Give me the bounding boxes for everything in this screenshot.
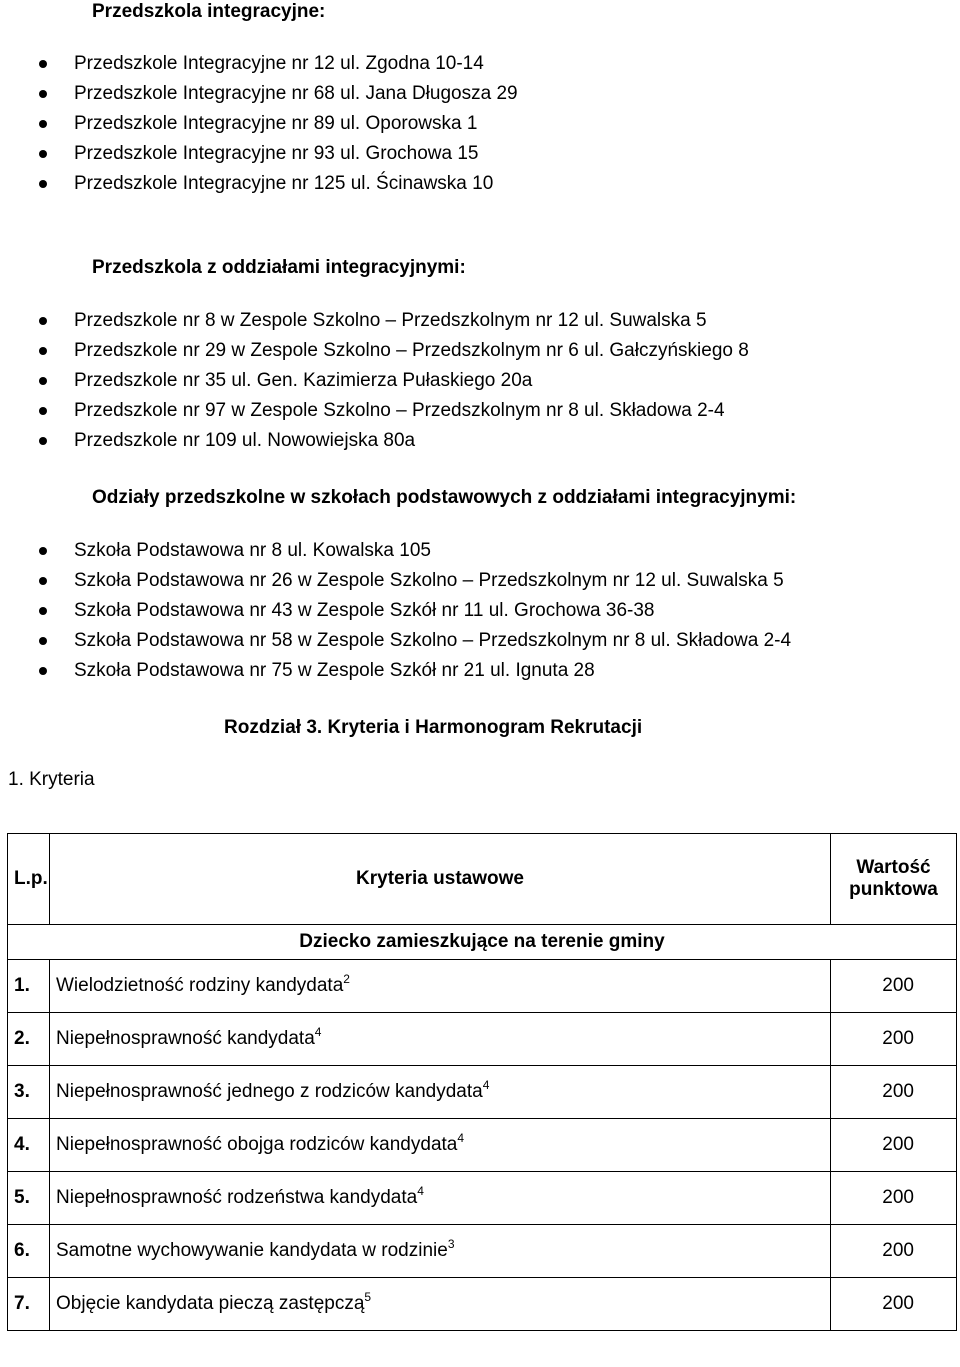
with-units-list bbox=[0, 306, 749, 456]
list-item-text: Przedszkole nr 35 ul. Gen. Kazimierza Pułaskiego 20a bbox=[74, 370, 533, 391]
list-item bbox=[0, 49, 518, 79]
bullet-icon bbox=[39, 577, 47, 585]
list-item-text: Szkoła Podstawowa nr 26 w Zespole Szkolno – Przedszkolnym nr 12 ul. Suwalska 5 bbox=[74, 570, 784, 591]
table-row bbox=[8, 1278, 957, 1331]
footnote-ref: 4 bbox=[457, 1131, 465, 1145]
row-lp: 4. bbox=[8, 1119, 50, 1172]
bullet-icon bbox=[39, 347, 47, 355]
row-criterion bbox=[50, 1172, 831, 1225]
criterion-text: Samotne wychowywanie kandydata w rodzinie bbox=[56, 1240, 448, 1261]
footnote-ref: 4 bbox=[314, 1025, 322, 1039]
list-item bbox=[0, 566, 791, 596]
list-item-text: Szkoła Podstawowa nr 8 ul. Kowalska 105 bbox=[74, 540, 431, 561]
row-criterion bbox=[50, 1066, 831, 1119]
list-item-text: Przedszkole Integracyjne nr 12 ul. Zgodna 10-14 bbox=[74, 53, 484, 74]
table-header-row bbox=[8, 834, 957, 925]
bullet-icon bbox=[39, 60, 47, 68]
row-criterion bbox=[50, 1278, 831, 1331]
row-value: 200 bbox=[831, 1119, 957, 1172]
list-item bbox=[0, 426, 749, 456]
chapter-heading: Rozdział 3. Kryteria i Harmonogram Rekrutacji bbox=[224, 717, 643, 738]
row-value: 200 bbox=[831, 960, 957, 1013]
footnote-ref: 4 bbox=[482, 1078, 490, 1092]
row-value: 200 bbox=[831, 1172, 957, 1225]
col-value-header: Wartość punktowa bbox=[831, 834, 957, 925]
bullet-icon bbox=[39, 120, 47, 128]
criteria-table bbox=[7, 833, 957, 1331]
row-value: 200 bbox=[831, 1225, 957, 1278]
row-value: 200 bbox=[831, 1013, 957, 1066]
row-lp: 6. bbox=[8, 1225, 50, 1278]
table-row bbox=[8, 960, 957, 1013]
bullet-icon bbox=[39, 180, 47, 188]
bullet-icon bbox=[39, 150, 47, 158]
list-item bbox=[0, 109, 518, 139]
table-section-row bbox=[8, 925, 957, 960]
list-item-text: Szkoła Podstawowa nr 43 w Zespole Szkół nr 11 ul. Grochowa 36-38 bbox=[74, 600, 655, 621]
row-criterion bbox=[50, 1119, 831, 1172]
list-item-text: Przedszkole nr 8 w Zespole Szkolno – Przedszkolnym nr 12 ul. Suwalska 5 bbox=[74, 310, 707, 331]
bullet-icon bbox=[39, 377, 47, 385]
list-item-text: Szkoła Podstawowa nr 58 w Zespole Szkolno – Przedszkolnym nr 8 ul. Składowa 2-4 bbox=[74, 630, 792, 651]
list-item bbox=[0, 306, 749, 336]
criteria-heading: 1. Kryteria bbox=[8, 769, 95, 790]
footnote-ref: 2 bbox=[343, 972, 350, 986]
table-row bbox=[8, 1013, 957, 1066]
row-criterion bbox=[50, 960, 831, 1013]
list-item bbox=[0, 626, 791, 656]
bullet-icon bbox=[39, 317, 47, 325]
row-criterion bbox=[50, 1013, 831, 1066]
heading-integration: Przedszkola integracyjne: bbox=[92, 1, 326, 22]
criterion-text: Niepełnosprawność kandydata bbox=[56, 1028, 315, 1049]
list-item-text: Przedszkole nr 29 w Zespole Szkolno – Przedszkolnym nr 6 ul. Gałczyńskiego 8 bbox=[74, 340, 749, 361]
list-item-text: Przedszkole nr 97 w Zespole Szkolno – Przedszkolnym nr 8 ul. Składowa 2-4 bbox=[74, 400, 725, 421]
school-units-list bbox=[0, 536, 791, 686]
table-row bbox=[8, 1225, 957, 1278]
list-item bbox=[0, 79, 518, 109]
criterion-text: Wielodzietność rodziny kandydata bbox=[56, 975, 344, 996]
bullet-icon bbox=[39, 607, 47, 615]
footnote-ref: 3 bbox=[447, 1237, 455, 1251]
list-item bbox=[0, 536, 791, 566]
list-item-text: Szkoła Podstawowa nr 75 w Zespole Szkół nr 21 ul. Ignuta 28 bbox=[74, 660, 595, 681]
list-item-text: Przedszkole Integracyjne nr 89 ul. Oporowska 1 bbox=[74, 113, 478, 134]
criterion-text: Objęcie kandydata pieczą zastępczą bbox=[56, 1293, 365, 1314]
row-criterion bbox=[50, 1225, 831, 1278]
footnote-ref: 5 bbox=[364, 1290, 372, 1304]
bullet-icon bbox=[39, 90, 47, 98]
table-row bbox=[8, 1172, 957, 1225]
bullet-icon bbox=[39, 407, 47, 415]
heading-school-units: Odziały przedszkolne w szkołach podstawowych z oddziałami integracyjnymi: bbox=[92, 487, 797, 508]
col-criteria-header: Kryteria ustawowe bbox=[50, 834, 831, 925]
row-lp: 5. bbox=[8, 1172, 50, 1225]
integration-list bbox=[0, 49, 518, 199]
row-lp: 1. bbox=[8, 960, 50, 1013]
criterion-text: Niepełnosprawność jednego z rodziców kandydata bbox=[56, 1081, 483, 1102]
row-value: 200 bbox=[831, 1066, 957, 1119]
bullet-icon bbox=[39, 547, 47, 555]
list-item bbox=[0, 396, 749, 426]
list-item bbox=[0, 656, 791, 686]
row-value: 200 bbox=[831, 1278, 957, 1331]
list-item bbox=[0, 169, 518, 199]
row-lp: 2. bbox=[8, 1013, 50, 1066]
bullet-icon bbox=[39, 437, 47, 445]
list-item-text: Przedszkole Integracyjne nr 125 ul. Ścinawska 10 bbox=[74, 173, 494, 194]
col-lp-header: L.p. bbox=[8, 834, 50, 925]
row-lp: 7. bbox=[8, 1278, 50, 1331]
list-item-text: Przedszkole nr 109 ul. Nowowiejska 80a bbox=[74, 430, 416, 451]
criterion-text: Niepełnosprawność rodzeństwa kandydata bbox=[56, 1187, 418, 1208]
section-label: Dziecko zamieszkujące na terenie gminy bbox=[8, 925, 957, 960]
bullet-icon bbox=[39, 637, 47, 645]
list-item bbox=[0, 139, 518, 169]
table-row bbox=[8, 1066, 957, 1119]
list-item bbox=[0, 366, 749, 396]
row-lp: 3. bbox=[8, 1066, 50, 1119]
criterion-text: Niepełnosprawność obojga rodziców kandydata bbox=[56, 1134, 458, 1155]
list-item-text: Przedszkole Integracyjne nr 68 ul. Jana Długosza 29 bbox=[74, 83, 518, 104]
heading-with-units: Przedszkola z oddziałami integracyjnymi: bbox=[92, 257, 466, 278]
bullet-icon bbox=[39, 667, 47, 675]
list-item-text: Przedszkole Integracyjne nr 93 ul. Grochowa 15 bbox=[74, 143, 479, 164]
table-row bbox=[8, 1119, 957, 1172]
list-item bbox=[0, 596, 791, 626]
list-item bbox=[0, 336, 749, 366]
footnote-ref: 4 bbox=[417, 1184, 424, 1198]
